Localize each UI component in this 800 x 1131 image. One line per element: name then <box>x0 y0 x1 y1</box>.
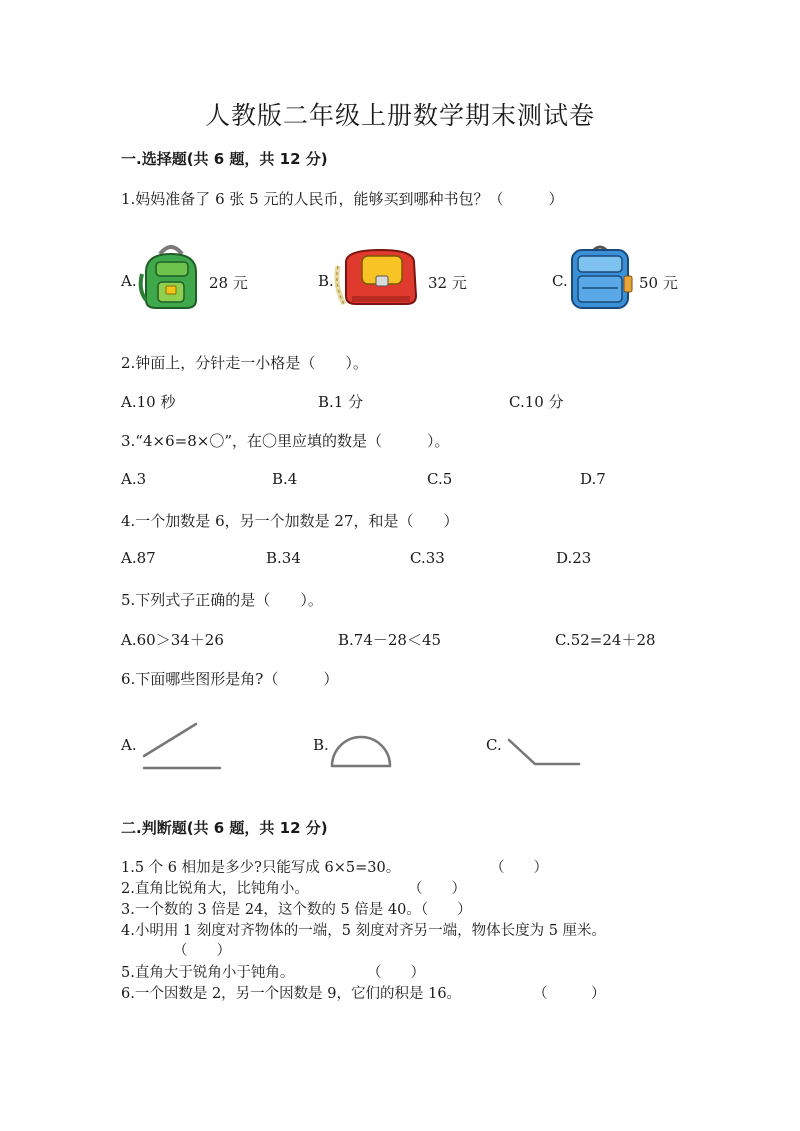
judge-item-1: 1.5 个 6 相加是多少?只能写成 6×5=30。 <box>121 860 401 876</box>
question-1: 1.妈妈准备了 6 张 5 元的人民币，能够买到哪种书包？（ ） <box>121 190 564 208</box>
red-bag-icon <box>332 246 426 308</box>
q1-option-a-label: A. <box>121 272 137 290</box>
q1-option-b-price: 32 元 <box>428 274 467 292</box>
q1-option-a-price: 28 元 <box>209 274 248 292</box>
judge-item-6: 6.一个因数是 2，另一个因数是 9，它们的积是 16。 <box>121 986 462 1002</box>
q2-option-c: C.10 分 <box>509 393 564 411</box>
question-5: 5.下列式子正确的是（ ）。 <box>121 591 323 609</box>
q5-option-b: B.74－28＜45 <box>338 631 442 649</box>
angle-figure-c <box>505 736 585 770</box>
question-2: 2.钟面上，分针走一小格是（ ）。 <box>121 354 368 372</box>
q2-option-a: A.10 秒 <box>121 393 176 411</box>
judge-item-5: 5.直角大于锐角小于钝角。 <box>121 965 295 981</box>
judge-item-6-bracket: （ ） <box>533 986 606 1002</box>
q4-option-b: B.34 <box>266 549 301 567</box>
judge-item-4: 4.小明用 1 刻度对齐物体的一端，5 刻度对齐另一端，物体长度为 5 厘米。 <box>121 923 607 939</box>
q6-option-b: B. <box>313 736 329 754</box>
q3-option-d: D.7 <box>580 470 606 488</box>
judge-item-2: 2.直角比锐角大，比钝角小。 <box>121 881 309 897</box>
q6-option-a: A. <box>121 736 137 754</box>
q1-option-c-label: C. <box>552 272 568 290</box>
question-3: 3.“4×6=8×〇”，在〇里应填的数是（ ）。 <box>121 432 450 450</box>
q4-option-c: C.33 <box>410 549 445 567</box>
q1-option-b-label: B. <box>318 272 334 290</box>
q6-option-c: C. <box>486 736 502 754</box>
q3-option-b: B.4 <box>272 470 298 488</box>
q4-option-a: A.87 <box>121 549 156 567</box>
q4-option-d: D.23 <box>556 549 592 567</box>
q2-option-b: B.1 分 <box>318 393 364 411</box>
section-heading-true-false: 二.判断题(共 6 题，共 12 分) <box>121 819 328 837</box>
open-shape-figure-a <box>140 718 224 774</box>
page-title: 人教版二年级上册数学期末测试卷 <box>204 101 595 130</box>
question-4: 4.一个加数是 6，另一个加数是 27，和是（ ） <box>121 512 459 530</box>
q5-option-c: C.52=24＋28 <box>555 631 656 649</box>
q1-option-c-price: 50 元 <box>639 274 678 292</box>
section-heading-choice: 一.选择题(共 6 题，共 12 分) <box>121 150 328 168</box>
judge-item-5-bracket: （ ） <box>367 965 425 981</box>
semicircle-figure-b <box>328 728 394 770</box>
question-6: 6.下面哪些图形是角?（ ） <box>121 670 339 688</box>
q3-option-a: A.3 <box>121 470 147 488</box>
judge-item-1-bracket: （ ） <box>490 860 548 876</box>
green-backpack-icon <box>136 242 206 312</box>
q3-option-c: C.5 <box>427 470 453 488</box>
judge-item-3: 3.一个数的 3 倍是 24，这个数的 5 倍是 40。（ ） <box>121 902 472 918</box>
judge-item-2-bracket: （ ） <box>408 881 466 897</box>
judge-item-4-bracket: （ ） <box>173 943 231 959</box>
blue-backpack-icon <box>566 242 638 310</box>
q5-option-a: A.60＞34＋26 <box>121 631 224 649</box>
